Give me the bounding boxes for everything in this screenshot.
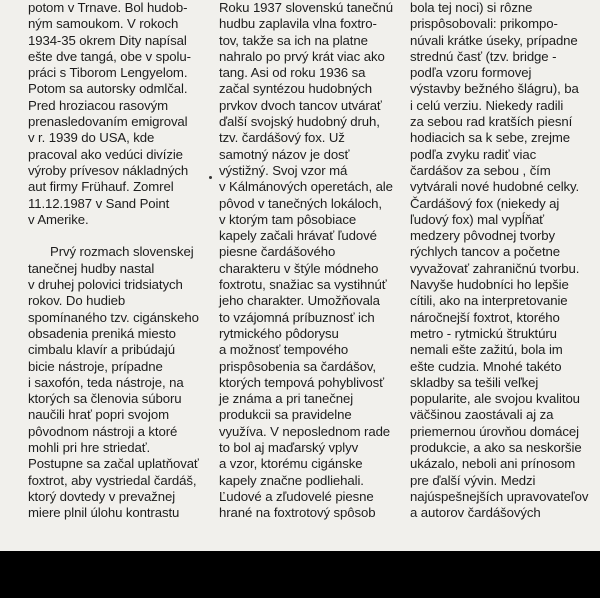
text-line: mohli pri hre striedať.	[28, 440, 151, 456]
text-line: ďalší svojský hudobný druh,	[219, 114, 380, 130]
text-line: rokov. Do hudieb	[28, 293, 126, 309]
text-line: Čardášový fox (niekedy aj	[410, 195, 560, 211]
ink-speck	[209, 176, 212, 179]
text-line: popularite, ale svojou kvalitou	[410, 391, 580, 407]
text-line: 1934-35 okrem Dity napísal	[28, 32, 187, 48]
text-line: medzery pôvodnej tvorby	[410, 228, 556, 244]
text-line	[28, 244, 208, 260]
text-line: i celú verziu. Niekedy radili	[410, 97, 564, 113]
text-line: je známa a pri tanečnej	[219, 391, 354, 407]
text-line: najúspešnejších upravovateľov	[410, 488, 589, 504]
text-line: piesne čardášového	[219, 244, 336, 260]
text-line: v Amerike.	[28, 211, 89, 227]
text-line: nemali ešte zažitú, bola im	[410, 342, 563, 358]
text-line: výstavby bežného šlágru), ba	[410, 81, 579, 97]
text-line: podľa zvyku radiť viac	[410, 146, 537, 162]
text-line: hudbu zaplavila vlna foxtro-	[219, 16, 377, 32]
text-line: Pred hroziacou rasovým	[28, 97, 168, 113]
text-line: Roku 1937 slovenskú tanečnú	[219, 0, 393, 15]
text-line: začal syntézou hudobných	[219, 81, 373, 97]
text-line: výroby prívesov nákladných	[28, 162, 189, 178]
text-line: foxtrot, aby vystriedal čardáš,	[28, 472, 197, 488]
text-line: to vzájomná príbuznosť ich	[219, 309, 375, 325]
text-line: Navyše hudobníci ho lepšie	[410, 277, 569, 293]
text-line: charakteru v štýle módneho	[219, 260, 379, 276]
text-line: ešte dve tangá, obe v spolu-	[28, 48, 191, 64]
text-line: a autorov čardášových	[410, 505, 541, 521]
text-line: potom v Trnave. Bol hudob-	[28, 0, 188, 15]
text-column-2	[219, 0, 404, 522]
text-line: v ktorým tam pôsobiace	[219, 211, 357, 227]
text-column-1	[28, 0, 208, 522]
text-line: ktorých tempová pohyblivosť	[219, 374, 384, 390]
text-line: to bol aj maďarský vplyv	[219, 440, 359, 456]
text-line: Ľudové a zľudovelé piesne	[219, 488, 374, 504]
text-line: metro - rytmickú štruktúru	[410, 325, 557, 341]
text-line: bicie nástroje, prípadne	[28, 358, 163, 374]
text-line: v r. 1939 do USA, kde	[28, 130, 155, 146]
text-line: a vzor, ktorému cigánske	[219, 456, 363, 472]
text-line: bola tej noci) si rôzne	[410, 0, 533, 15]
text-line: vyvažovať zahraničnú tvorbu.	[410, 260, 580, 276]
text-line: cítili, ako na interpretovanie	[410, 293, 568, 309]
text-line: rýchlych tancov a početne	[410, 244, 560, 260]
text-line: tanečnej hudby nastal	[28, 260, 155, 276]
text-line: pôvod v tanečných lokáloch,	[219, 195, 382, 211]
text-line: ukázalo, neboli ani prínosom	[410, 456, 576, 472]
text-line: výstižný. Svoj vzor má	[219, 162, 348, 178]
text-line: produkcii sa pravidelne	[219, 407, 352, 423]
text-line: vytvárali nové hudobné celky.	[410, 179, 580, 195]
text-line: čardášov za sebou , čím	[410, 162, 551, 178]
text-line: núvali krátke úseky, prípadne	[410, 32, 578, 48]
text-line: Postupne sa začal uplatňovať	[28, 456, 199, 472]
text-line: produkcie, a ako sa neskoršie	[410, 440, 582, 456]
text-line: hodiacich sa k sebe, zrejme	[410, 130, 571, 146]
text-line: aut firmy Frühauf. Zomrel	[28, 179, 174, 195]
text-line: pre ďalší vývin. Medzi	[410, 472, 536, 488]
text-line: tzv. čardášový fox. Už	[219, 130, 345, 146]
text-line: skladby sa tešili veľkej	[410, 374, 539, 390]
text-line: ktorých sa členovia súboru	[28, 391, 182, 407]
text-line: priemernou úrovňou domácej	[410, 423, 579, 439]
text-line: náročnejší foxtrot, ktorého	[410, 309, 560, 325]
text-line: nahralo po prvý krát viac ako	[219, 48, 385, 64]
text-line: jeho charakter. Umožňovala	[219, 293, 380, 309]
text-line: 11.12.1987 v Sand Point	[28, 195, 170, 211]
text-line: pracoval ako vedúci divízie	[28, 146, 183, 162]
text-line: obsadenia preniká miesto	[28, 325, 176, 341]
text-line: kapely začali hrávať ľudové	[219, 228, 377, 244]
text-line: tang. Asi od roku 1936 sa	[219, 65, 366, 81]
text-line: za sebou rad kratších piesní	[410, 114, 573, 130]
text-line: podľa vzoru formovej	[410, 65, 532, 81]
text-line: rytmického pôdorysu	[219, 325, 339, 341]
text-line: strednú časť (tzv. bridge -	[410, 48, 557, 64]
text-line: hrané na foxtrotový spôsob	[219, 505, 376, 521]
text-line: ným samoukom. V rokoch	[28, 16, 179, 32]
text-line: prispôsobovali: prikompo-	[410, 16, 558, 32]
text-line: v Kálmánových operetách, ale	[219, 179, 393, 195]
text-line: prvkov dvoch tancov utvárať	[219, 97, 382, 113]
text-line: foxtrotu, snažiac sa vystihnúť	[219, 277, 387, 293]
text-line	[28, 228, 208, 244]
text-line: ktorý dovtedy v prevažnej	[28, 488, 176, 504]
text-column-3	[410, 0, 595, 522]
scan-border	[0, 551, 600, 598]
text-line: naučili hrať popri svojom	[28, 407, 169, 423]
text-line: spomínaného tzv. cigánskeho	[28, 309, 199, 325]
text-line: a možnosť tempového	[219, 342, 349, 358]
text-line: tov, takže sa ich na platne	[219, 32, 368, 48]
text-line: ešte cudzia. Mnohé takéto	[410, 358, 562, 374]
text-line: prispôsobenia sa čardášov,	[219, 358, 376, 374]
text-line: využíva. V neposlednom rade	[219, 423, 391, 439]
text-line: cimbalu klavír a pribúdajú	[28, 342, 175, 358]
text-line: prenasledovaním emigroval	[28, 114, 188, 130]
text-line: v druhej polovici tridsiatych	[28, 277, 183, 293]
text-line: miere plnil úlohu kontrastu	[28, 505, 180, 521]
text-line: práci s Tiborom Lengyelom.	[28, 65, 188, 81]
text-line: Potom sa autorsky odmlčal.	[28, 81, 188, 97]
text-line: pôvodnom nástroji a ktoré	[28, 423, 178, 439]
text-line: ľudový fox) mal vypĺňať	[410, 211, 545, 227]
text-line: samotný názov je dosť	[219, 146, 350, 162]
text-line: väčšinou zaostávali aj za	[410, 407, 554, 423]
text-line: kapely značne podliehali.	[219, 472, 364, 488]
text-line: i saxofón, teda nástroje, na	[28, 374, 184, 390]
text-line-content: Prvý rozmach slovenskej	[50, 244, 194, 260]
